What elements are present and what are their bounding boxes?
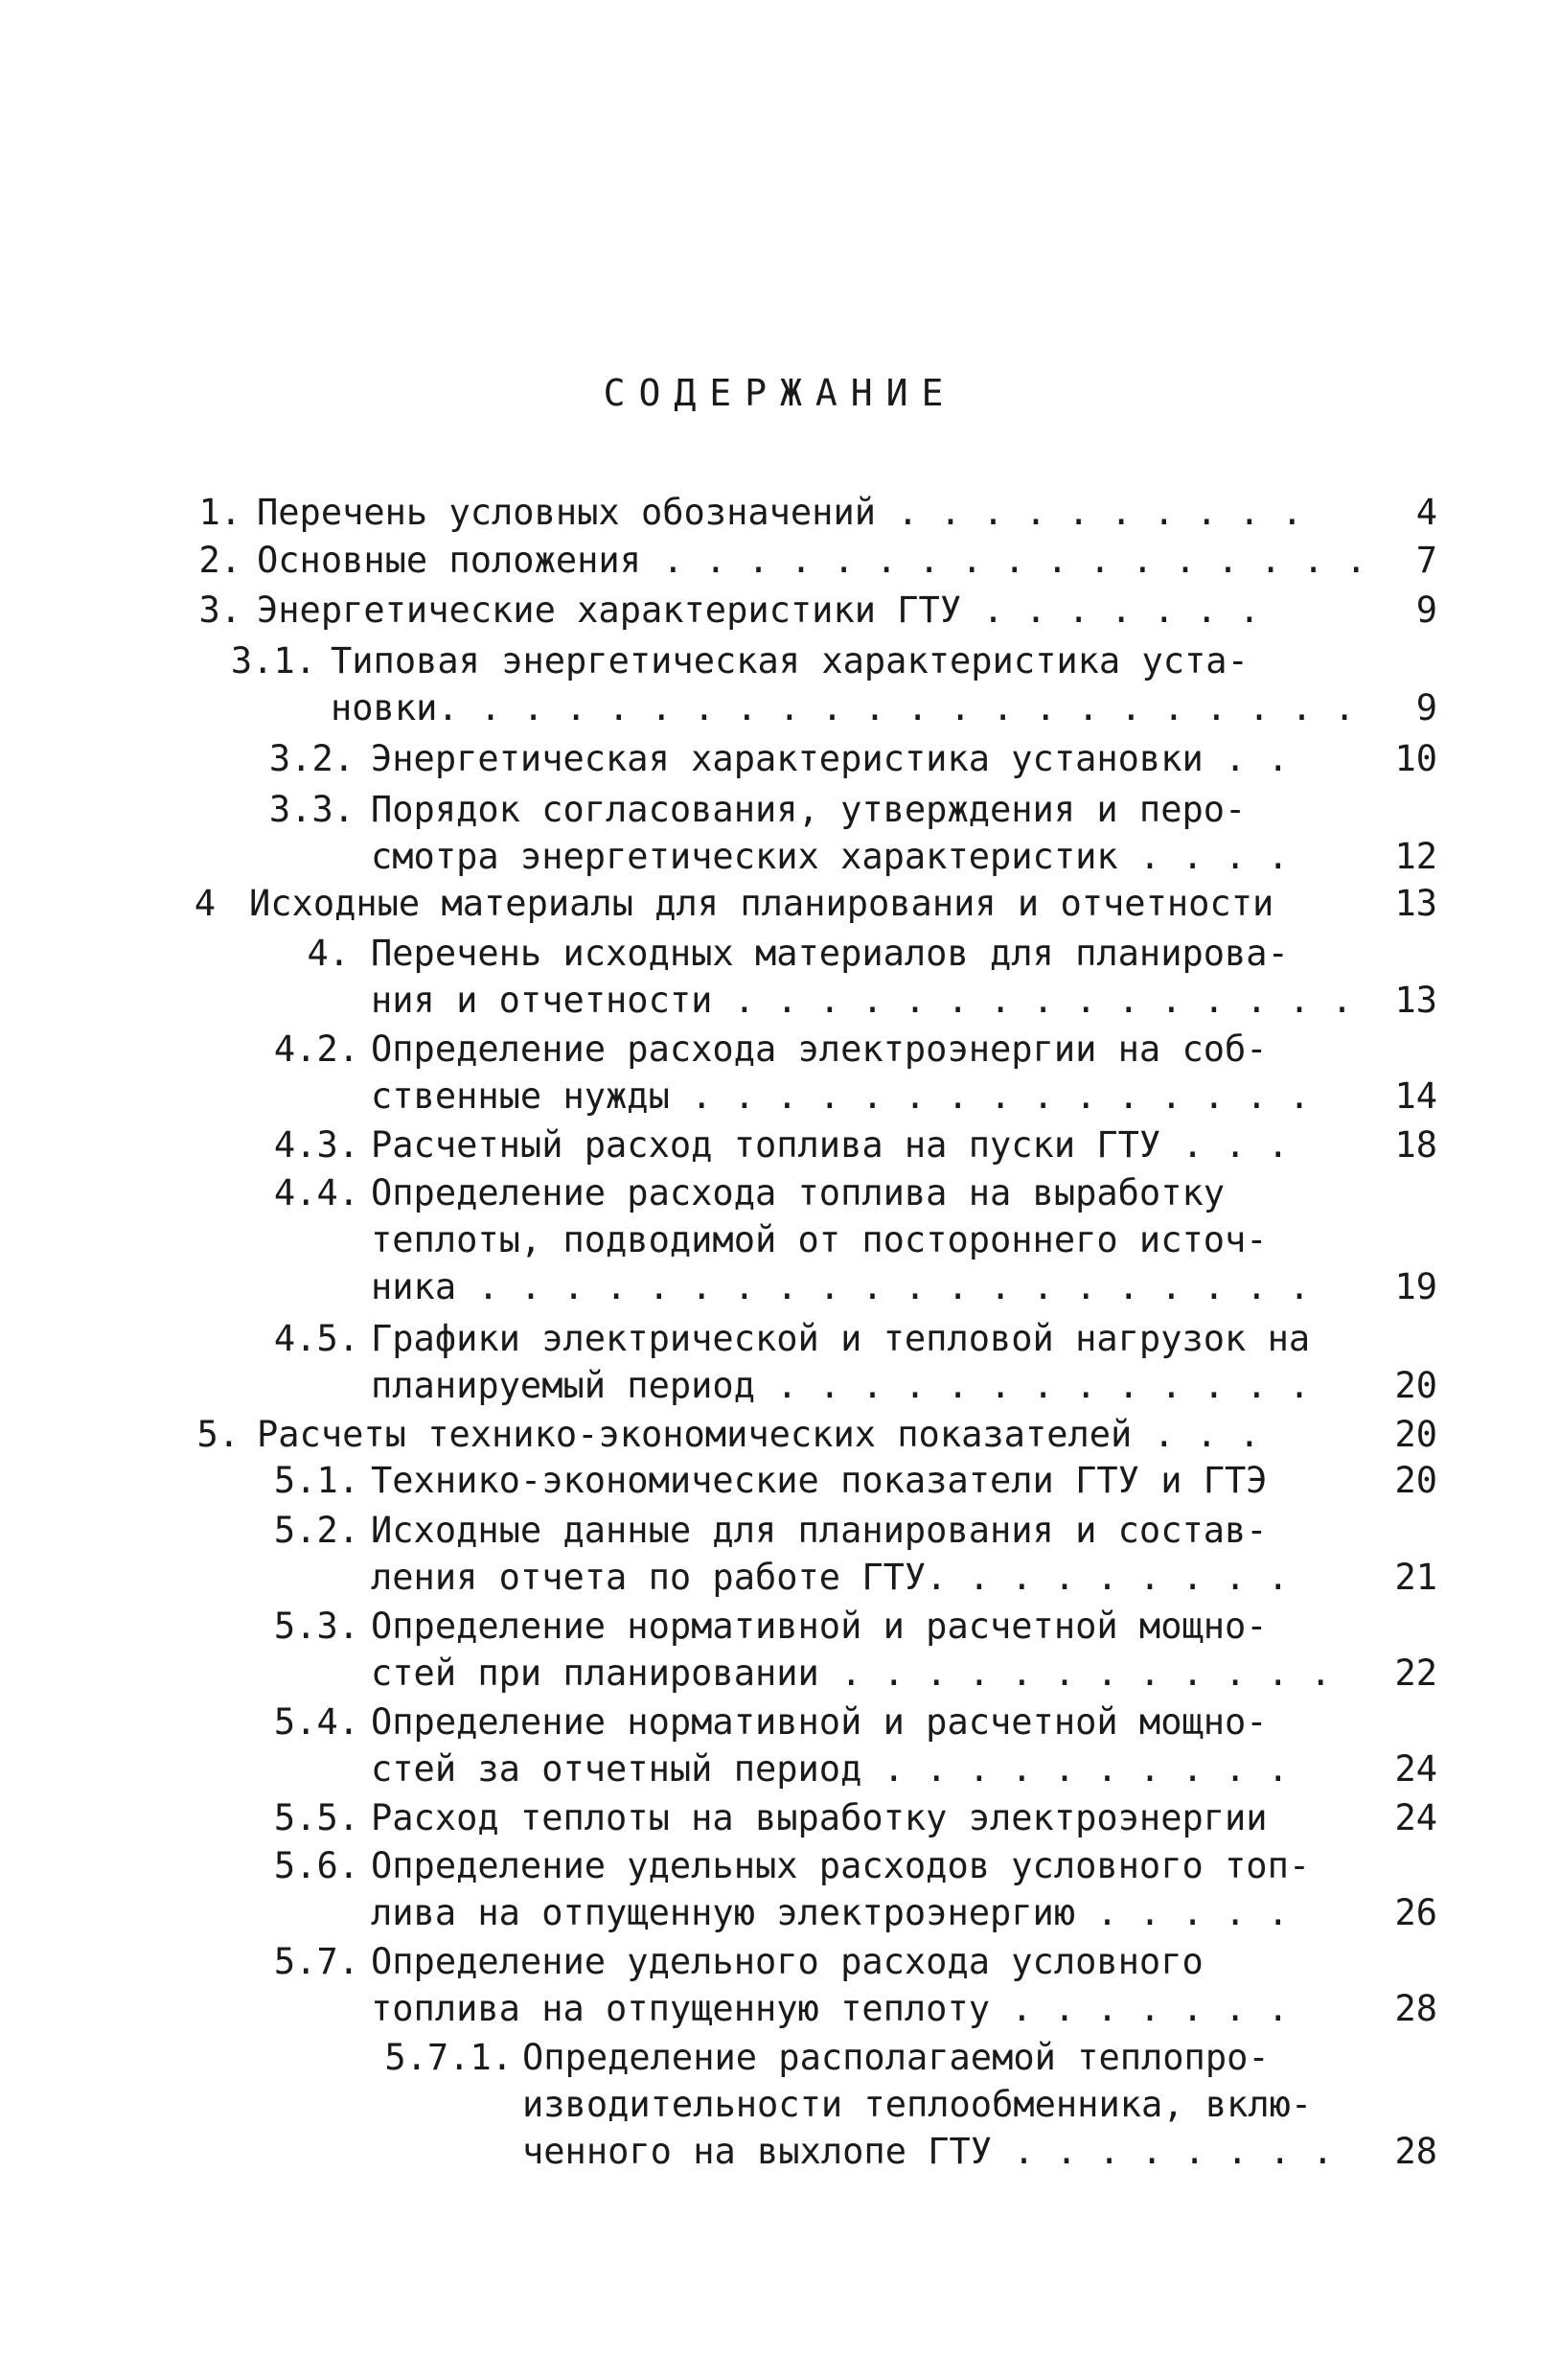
toc-entry-text: Определение расхода топлива на выработку bbox=[371, 1172, 1226, 1213]
toc-entry-text: Определение удельных расходов условного топ- bbox=[371, 1845, 1311, 1886]
toc-entry-text: Порядок согласования, утверждения и перо- bbox=[371, 789, 1247, 830]
toc-entry-number: 5.7. bbox=[273, 1941, 359, 1982]
toc-entry-page-number: 21 bbox=[1394, 1557, 1437, 1598]
toc-entry-number: 5.5. bbox=[273, 1797, 359, 1838]
toc-entry-text: Расход теплоты на выработку электроэнергии bbox=[371, 1797, 1268, 1838]
toc-entry-text: Расчетный расход топлива на пуски ГТУ . . . bbox=[371, 1124, 1289, 1166]
toc-entry-text: Перечень условных обозначений . . . . . . . . . . bbox=[257, 492, 1303, 533]
toc-entry-number: 5.1. bbox=[273, 1460, 359, 1501]
toc-entry-text: смотра энергетических характеристик . . . . bbox=[371, 836, 1289, 877]
toc-entry-text: Расчеты технико-экономических показателей . . . bbox=[257, 1414, 1260, 1455]
toc-entry-text: стей при планировании . . . . . . . . . . . . bbox=[371, 1652, 1332, 1694]
toc-entry-page-number: 10 bbox=[1394, 738, 1437, 779]
toc-entry-text: Определение удельного расхода условного bbox=[371, 1941, 1204, 1982]
toc-entry-page-number: 13 bbox=[1394, 980, 1437, 1021]
toc-entry-text: Основные положения . . . . . . . . . . . . . . . . . bbox=[257, 540, 1367, 581]
toc-entry-page-number: 7 bbox=[1415, 540, 1437, 581]
toc-entry-text: стей за отчетный период . . . . . . . . . . bbox=[371, 1748, 1289, 1790]
toc-entry-page-number: 4 bbox=[1415, 492, 1437, 533]
toc-entry-page-number: 20 bbox=[1394, 1365, 1437, 1406]
toc-entry-text: Энергетические характеристики ГТУ . . . . . . . bbox=[257, 589, 1260, 631]
page-title: СОДЕРЖАНИЕ bbox=[603, 372, 957, 414]
toc-entry-number: 4.2. bbox=[273, 1028, 359, 1070]
toc-entry-text: Перечень исходных материалов для планирова- bbox=[371, 933, 1289, 974]
toc-entry-number: 3.2. bbox=[268, 738, 355, 779]
toc-entry-text: ния и отчетности . . . . . . . . . . . . . . . bbox=[371, 980, 1353, 1021]
toc-entry-text: ченного на выхлопе ГТУ . . . . . . . . bbox=[522, 2131, 1334, 2172]
toc-entry-page-number: 18 bbox=[1394, 1124, 1437, 1166]
toc-entry-text: ника . . . . . . . . . . . . . . . . . . . . bbox=[371, 1266, 1311, 1307]
toc-entry-page-number: 24 bbox=[1394, 1748, 1437, 1790]
toc-entry-text: Определение нормативной и расчетной мощно- bbox=[371, 1701, 1268, 1743]
toc-entry-number: 5.2. bbox=[273, 1510, 359, 1551]
toc-entry-text: Графики электрической и тепловой нагрузок на bbox=[371, 1318, 1311, 1359]
toc-entry-text: теплоты, подводимой от постороннего источ- bbox=[371, 1219, 1268, 1260]
toc-entry-text: Определение расхода электроэнергии на соб- bbox=[371, 1028, 1268, 1070]
toc-entry-page-number: 9 bbox=[1415, 589, 1437, 631]
toc-entry-text: Типовая энергетическая характеристика уста- bbox=[331, 640, 1249, 682]
toc-entry-number: 3.1. bbox=[230, 640, 316, 682]
toc-entry-text: Исходные данные для планирования и состав- bbox=[371, 1510, 1268, 1551]
toc-entry-number: 4.5. bbox=[273, 1318, 359, 1359]
toc-entry-page-number: 26 bbox=[1394, 1892, 1437, 1933]
toc-entry-text: лива на отпущенную электроэнергию . . . . . bbox=[371, 1892, 1289, 1933]
toc-entry-text: Исходные материалы для планирования и отчетности bbox=[249, 883, 1274, 924]
toc-entry-page-number: 9 bbox=[1415, 687, 1437, 728]
toc-entry-number: 5.4. bbox=[273, 1701, 359, 1743]
toc-entry-number: 2. bbox=[198, 540, 241, 581]
toc-entry-page-number: 19 bbox=[1394, 1266, 1437, 1307]
toc-entry-number: 3. bbox=[198, 589, 241, 631]
toc-entry-number: 5.6. bbox=[273, 1845, 359, 1886]
toc-entry-number: 1. bbox=[198, 492, 241, 533]
toc-entry-page-number: 12 bbox=[1394, 836, 1437, 877]
toc-entry-number: 3.3. bbox=[268, 789, 355, 830]
toc-entry-page-number: 20 bbox=[1394, 1414, 1437, 1455]
toc-entry-page-number: 13 bbox=[1394, 883, 1437, 924]
toc-entry-page-number: 20 bbox=[1394, 1460, 1437, 1501]
toc-entry-number: 4.4. bbox=[273, 1172, 359, 1213]
toc-entry-number: 5.7.1. bbox=[384, 2037, 513, 2078]
toc-entry-number: 5. bbox=[196, 1414, 240, 1455]
toc-entry-page-number: 24 bbox=[1394, 1797, 1437, 1838]
toc-entry-text: Определение располагаемой теплопро- bbox=[522, 2037, 1270, 2078]
toc-entry-number: 4 bbox=[194, 883, 216, 924]
toc-entry-text: ления отчета по работе ГТУ. . . . . . . . . bbox=[371, 1557, 1289, 1598]
toc-entry-text: планируемый период . . . . . . . . . . . . . bbox=[371, 1365, 1311, 1406]
toc-entry-number: 4. bbox=[307, 933, 350, 974]
toc-entry-text: Определение нормативной и расчетной мощно- bbox=[371, 1606, 1268, 1647]
toc-entry-page-number: 22 bbox=[1394, 1652, 1437, 1694]
toc-entry-text: ственные нужды . . . . . . . . . . . . . . . bbox=[371, 1075, 1311, 1117]
toc-entry-page-number: 28 bbox=[1394, 1988, 1437, 2029]
toc-entry-text: изводительности теплообменника, вклю- bbox=[522, 2084, 1313, 2125]
toc-entry-text: новки. . . . . . . . . . . . . . . . . . . . . . bbox=[331, 687, 1356, 728]
toc-entry-text: Технико-экономические показатели ГТУ и ГТЭ bbox=[371, 1460, 1268, 1501]
toc-entry-page-number: 28 bbox=[1394, 2131, 1437, 2172]
toc-entry-text: топлива на отпущенную теплоту . . . . . . . bbox=[371, 1988, 1289, 2029]
toc-entry-number: 4.3. bbox=[273, 1124, 359, 1166]
toc-entry-page-number: 14 bbox=[1394, 1075, 1437, 1117]
toc-entry-number: 5.3. bbox=[273, 1606, 359, 1647]
toc-entry-text: Энергетическая характеристика установки . . bbox=[371, 738, 1289, 779]
